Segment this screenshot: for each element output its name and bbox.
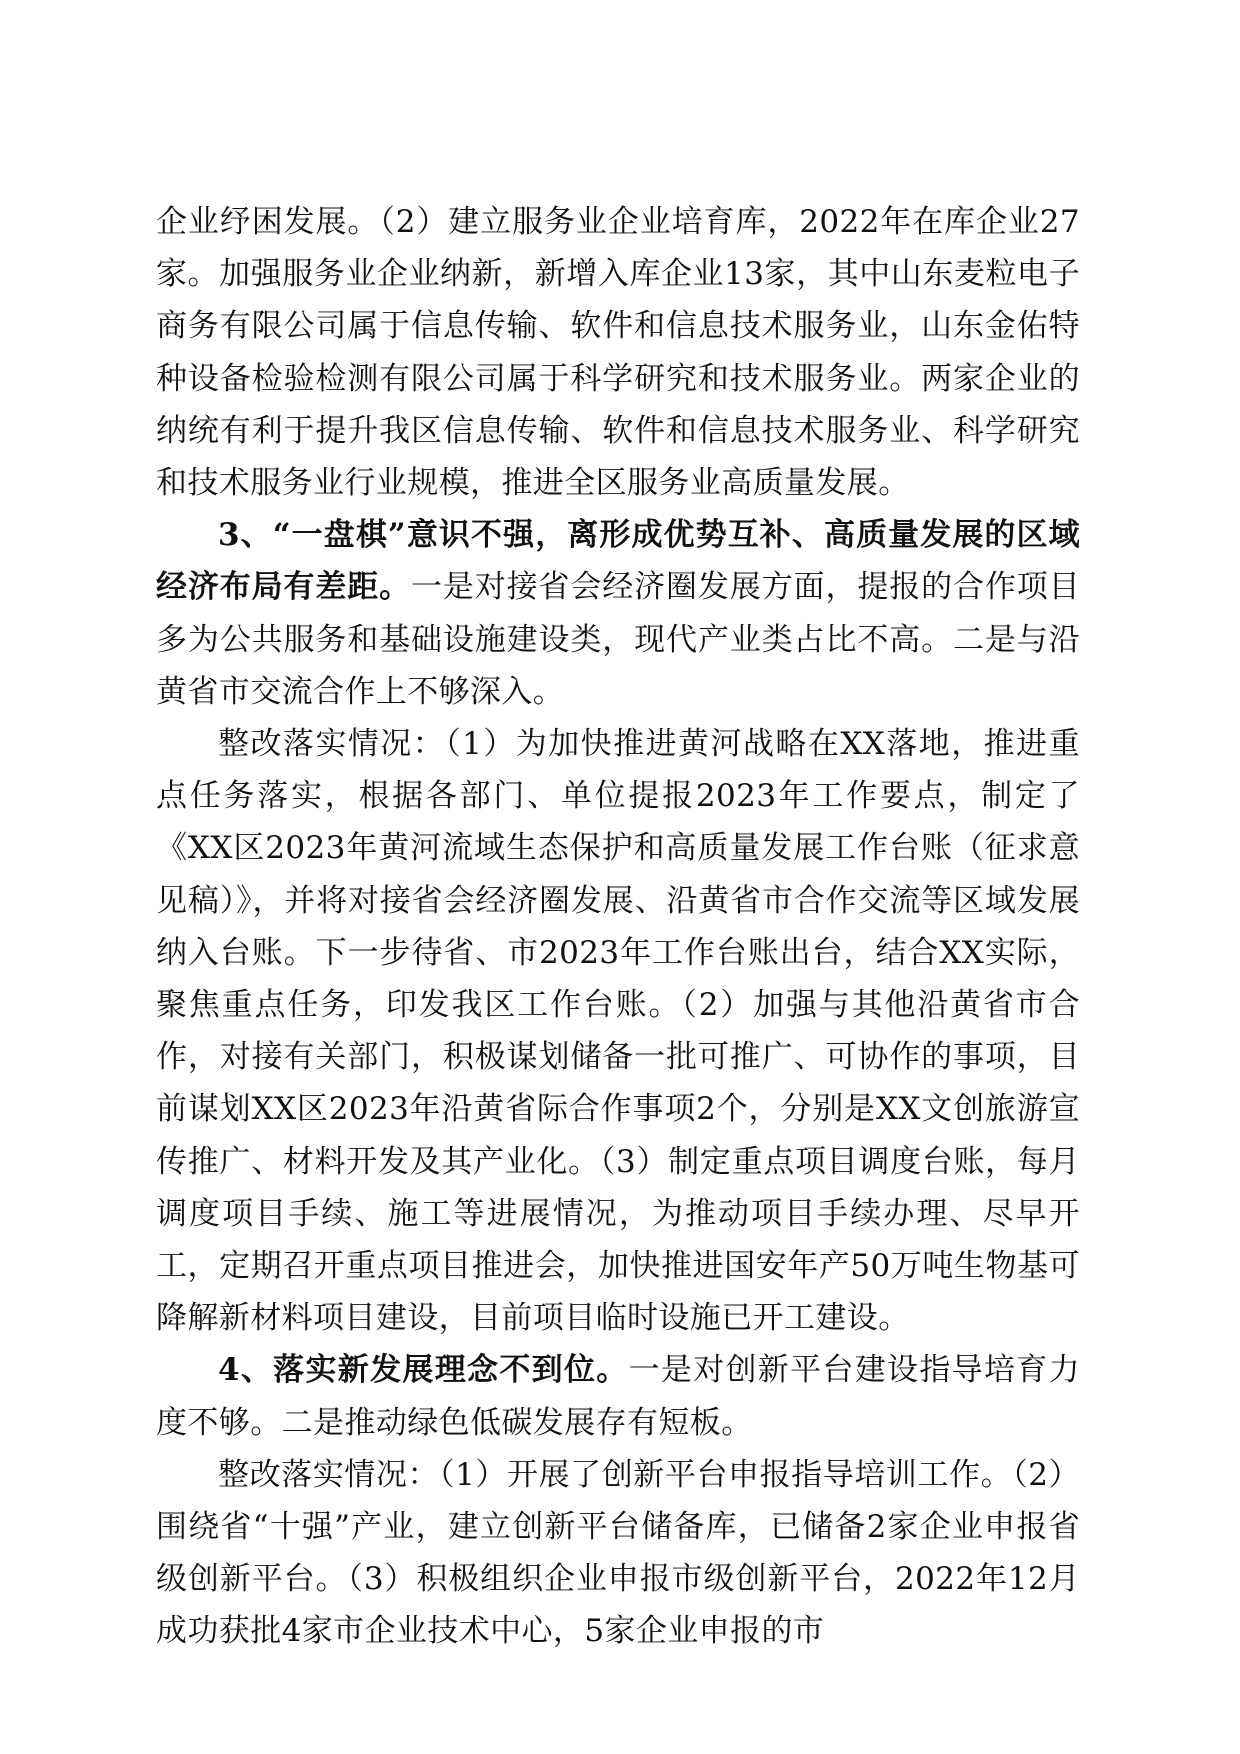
paragraph-1 — [156, 196, 1080, 509]
paragraph-3-text: 整改落实情况：（1）为加快推进黄河战略在XX落地，推进重点任务落实，根据各部门、单位提报2023年工作要点，制定了《XX区2023年黄河流域生态保护和高质量发展工作台账（征求意见稿）》，并将对接省会经济圈发展、沿黄省市合作交流等区域发展纳入台账。下一步待省、市2023年工作台账出台，结合XX实际，聚焦重点任务，印发我区工作台账。（2）加强与其他沿黄省市合作，对接有关部门，积极谋划储备一批可推广、可协作的事项，目前谋划XX区2023年沿黄省际合作事项2个，分别是XX文创旅游宣传推广、材料开发及其产业化。（3）制定重点项目调度台账，每月调度项目手续、施工等进展情况，为推动项目手续办理、尽早开工，定期召开重点项目推进会，加快推进国安年产50万吨生物基可降解新材料项目建设，目前项目临时设施已开工建设。 — [156, 726, 1080, 1337]
paragraph-4 — [156, 1344, 1080, 1448]
paragraph-4-text: 一是对创新平台建设指导培育力度不够。二是推动绿色低碳发展存有短板。 — [156, 1352, 1080, 1441]
paragraph-1-text: 企业纾困发展。（2）建立服务业企业培育库，2022年在库企业27家。加强服务业企业纳新，新增入库企业13家，其中山东麦粒电子商务有限公司属于信息传输、软件和信息技术服务业，山东金佑特种设备检验检测有限公司属于科学研究和技术服务业。两家企业的纳统有利于提升我区信息传输、软件和信息技术服务业、科学研究和技术服务业行业规模，推进全区服务业高质量发展。 — [156, 204, 1080, 502]
paragraph-2 — [156, 509, 1080, 718]
document-page — [156, 196, 1080, 1658]
paragraph-3 — [156, 718, 1080, 1344]
paragraph-5-text: 整改落实情况：（1）开展了创新平台申报指导培训工作。（2）围绕省“十强”产业，建立创新平台储备库，已储备2家企业申报省级创新平台。（3）积极组织企业申报市级创新平台，2022年12月成功获批4家市企业技术中心，5家企业申报的市 — [156, 1456, 1080, 1650]
section-4-heading: 4、落实新发展理念不到位。 — [218, 1352, 629, 1389]
section-3-heading: 3、“一盘棋”意识不强，离形成优势互补、高质量发展的区域经济布局有差距。 — [156, 517, 1080, 606]
paragraph-5 — [156, 1449, 1080, 1658]
paragraph-2-text: 一是对接省会经济圈发展方面，提报的合作项目多为公共服务和基础设施建设类，现代产业类占比不高。二是与沿黄省市交流合作上不够深入。 — [156, 569, 1080, 710]
